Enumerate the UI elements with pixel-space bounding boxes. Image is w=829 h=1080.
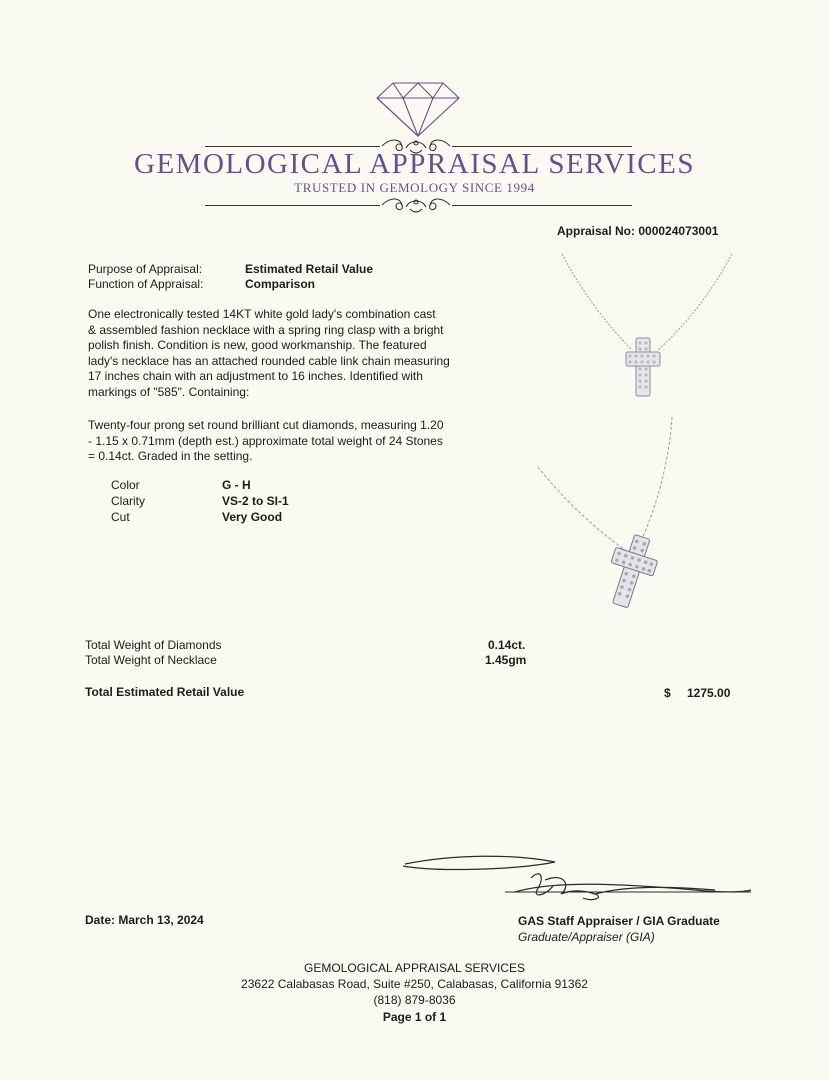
- total-necklace-weight-label: Total Weight of Necklace: [85, 653, 217, 667]
- total-retail-value: 1275.00: [687, 686, 731, 700]
- grade-cut-value: Very Good: [222, 510, 283, 524]
- description-line: & assembled fashion necklace with a spring ring clasp with a bright: [88, 322, 444, 337]
- appraisal-number: [557, 224, 718, 239]
- appraisal-number-label: Appraisal No:: [557, 224, 636, 238]
- purpose-value: Estimated Retail Value: [245, 262, 374, 276]
- grade-cut-label: Cut: [111, 510, 130, 524]
- description-line: markings of "585". Containing:: [88, 384, 250, 399]
- grade-clarity-value: VS-2 to SI-1: [222, 494, 289, 508]
- footer: [0, 960, 829, 1025]
- page-number: Page 1 of 1: [382, 1010, 447, 1024]
- header-rule-bottom-left: [205, 205, 380, 206]
- function-value: Comparison: [245, 277, 316, 291]
- appraiser-title: GAS Staff Appraiser / GIA Graduate: [518, 914, 720, 928]
- company-name: GEMOLOGICAL APPRAISAL SERVICES: [134, 148, 695, 180]
- scroll-ornament-bottom-icon: [380, 195, 452, 215]
- grade-color-label: Color: [111, 478, 140, 492]
- grade-clarity-label: Clarity: [111, 494, 146, 508]
- description-line: 17 inches chain with an adjustment to 16 inches. Identified with: [88, 369, 423, 383]
- footer-phone: (818) 879-8036: [373, 993, 456, 1007]
- appraiser-subtitle: Graduate/Appraiser (GIA): [518, 930, 655, 944]
- description-line: lady's necklace has an attached rounded cable link chain measuring: [88, 353, 450, 368]
- grade-color-value: G - H: [222, 478, 251, 492]
- diamond-description: [88, 418, 508, 465]
- appraisal-number-value: 000024073001: [638, 224, 719, 238]
- footer-company: GEMOLOGICAL APPRAISAL SERVICES: [304, 961, 525, 975]
- purpose-label: Purpose of Appraisal:: [88, 262, 203, 276]
- header-rule-bottom-right: [452, 205, 632, 206]
- total-diamond-weight-value: 0.14ct.: [488, 638, 526, 652]
- total-diamond-weight-label: Total Weight of Diamonds: [85, 638, 222, 652]
- diamond-line: Twenty-four prong set round brilliant cut diamonds, measuring 1.20: [88, 418, 444, 432]
- appraisal-date: Date: March 13, 2024: [85, 913, 204, 927]
- cross-pendant-angled-icon: [599, 530, 663, 612]
- appraiser-signature: [395, 850, 755, 916]
- currency-symbol: $: [664, 686, 671, 700]
- diamond-line: = 0.14ct. Graded in the setting.: [88, 449, 253, 463]
- total-retail-value-label: Total Estimated Retail Value: [85, 685, 245, 699]
- item-description: [88, 307, 508, 400]
- total-necklace-weight-value: 1.45gm: [485, 653, 527, 667]
- footer-address: 23622 Calabasas Road, Suite #250, Calabasas, California 91362: [241, 977, 588, 991]
- necklace-photo-angled: [530, 415, 700, 615]
- diamond-line: - 1.15 x 0.71mm (depth est.) approximate total weight of 24 Stones: [88, 433, 443, 448]
- cross-pendant-icon: [626, 338, 660, 396]
- function-label: Function of Appraisal:: [88, 277, 204, 291]
- description-line: polish finish. Condition is new, good workmanship. The featured: [88, 338, 427, 352]
- diamond-logo-icon: [375, 80, 461, 138]
- description-line: One electronically tested 14KT white gold lady's combination cast: [88, 307, 436, 321]
- company-tagline: TRUSTED IN GEMOLOGY SINCE 1994: [294, 180, 535, 195]
- necklace-photo-front: [550, 248, 740, 398]
